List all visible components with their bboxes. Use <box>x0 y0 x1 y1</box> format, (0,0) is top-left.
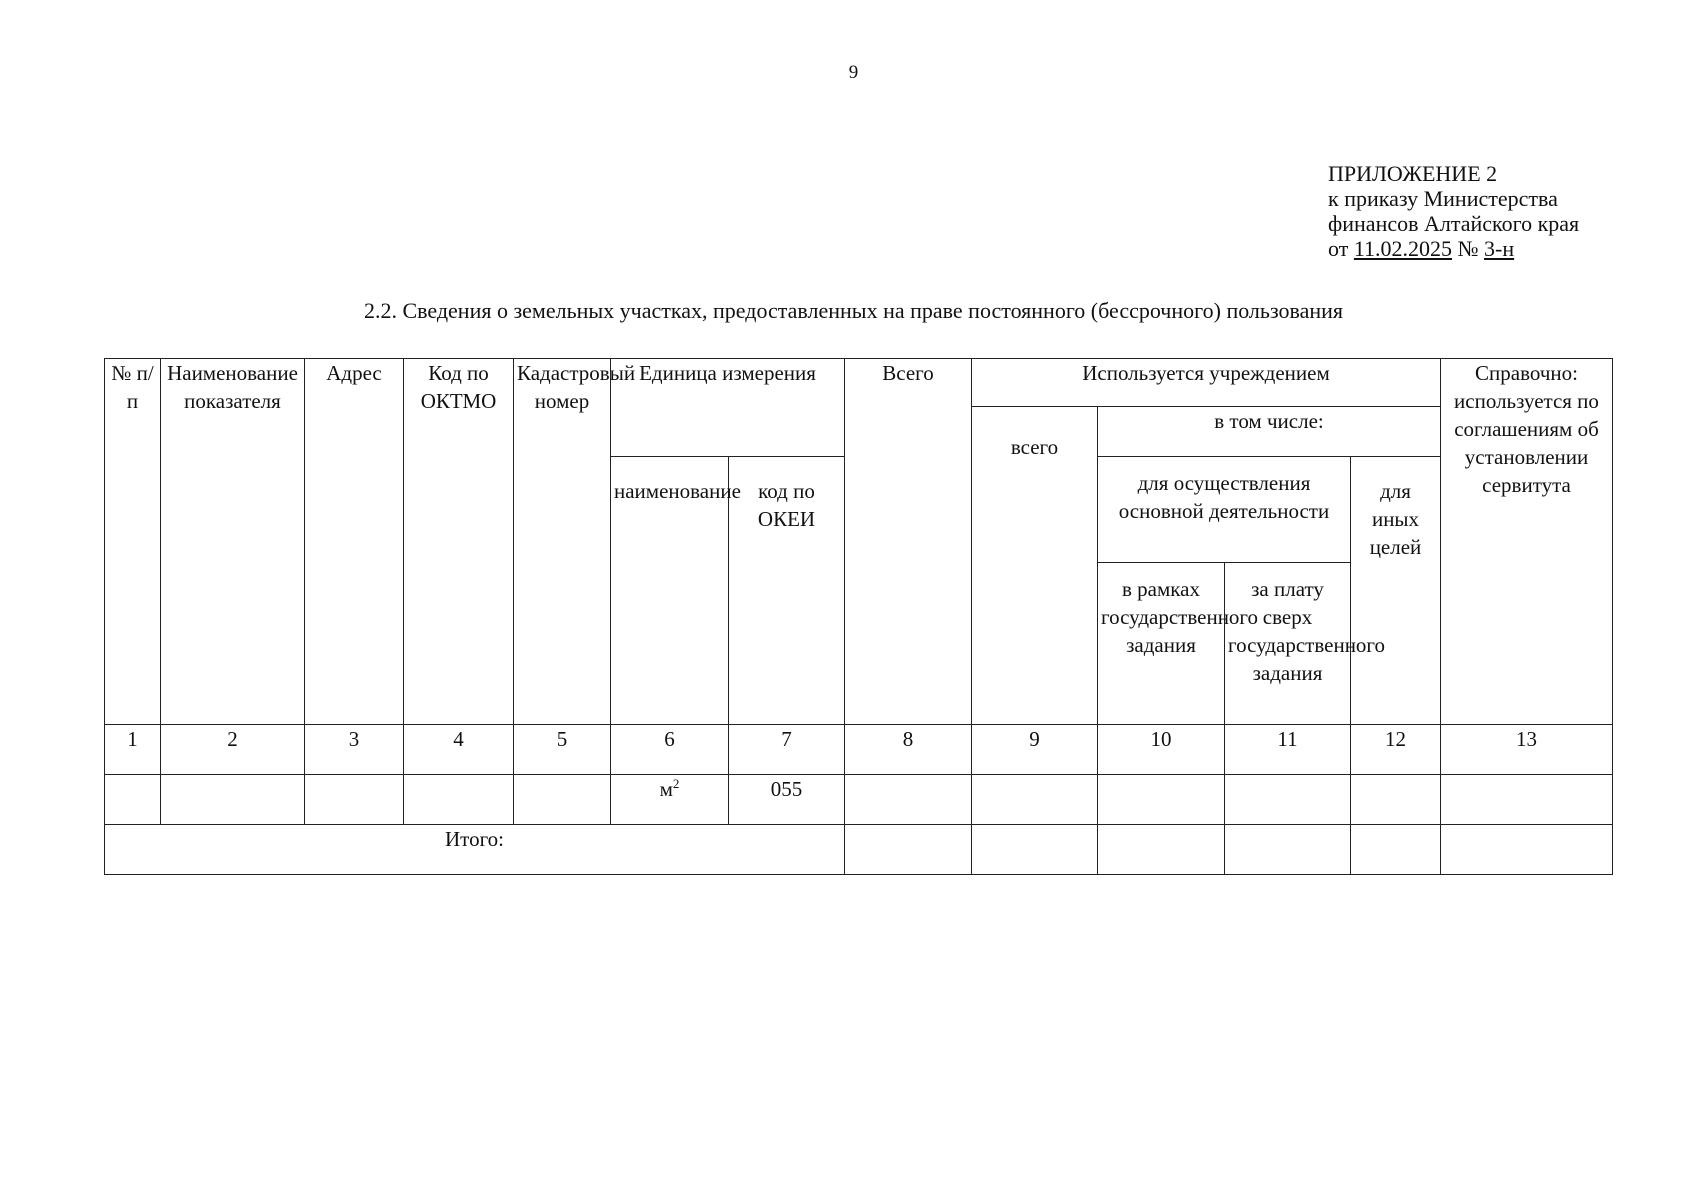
column-number-cell: 3 <box>305 725 404 775</box>
column-numbers-row <box>105 725 1613 775</box>
unit-name-cell <box>611 775 729 825</box>
column-number-cell: 4 <box>404 725 514 775</box>
okei-code-cell: 055 <box>729 775 845 825</box>
total-row <box>105 825 1613 875</box>
column-number-cell: 10 <box>1098 725 1225 775</box>
column-number-cell: 13 <box>1441 725 1613 775</box>
table-cell <box>161 775 305 825</box>
header-address: Адрес <box>305 359 404 725</box>
header-row-1 <box>105 359 1613 407</box>
page-number: 9 <box>848 62 859 83</box>
total-label: Итого: <box>105 825 845 875</box>
unit-name-superscript: 2 <box>672 776 680 791</box>
appendix-date-line <box>1328 236 1579 261</box>
land-plots-table <box>104 358 1613 875</box>
table-cell <box>1441 775 1613 825</box>
table-cell <box>972 775 1098 825</box>
appendix-date-prefix: от <box>1328 236 1349 261</box>
total-cell <box>1225 825 1351 875</box>
column-number-cell: 8 <box>845 725 972 775</box>
column-number-cell: 9 <box>972 725 1098 775</box>
header-main-activity: для осуществления основной деятельности <box>1098 457 1351 563</box>
total-cell <box>972 825 1098 875</box>
header-oktmo-code: Код по ОКТМО <box>404 359 514 725</box>
table-cell <box>1225 775 1351 825</box>
total-cell <box>1441 825 1613 875</box>
table-cell <box>105 775 161 825</box>
header-other-purposes: для иных целей <box>1351 457 1441 725</box>
total-cell <box>845 825 972 875</box>
header-including: в том числе: <box>1098 407 1441 457</box>
appendix-block <box>1328 161 1579 261</box>
header-unit-name: наименование <box>611 457 729 725</box>
table-cell <box>1351 775 1441 825</box>
column-number-cell: 6 <box>611 725 729 775</box>
column-number-cell: 7 <box>729 725 845 775</box>
appendix-number: 3-н <box>1484 236 1515 261</box>
column-number-cell: 5 <box>514 725 611 775</box>
header-used-total: всего <box>972 407 1098 725</box>
header-state-task: в рамках государственного задания <box>1098 563 1225 725</box>
column-number-cell: 12 <box>1351 725 1441 775</box>
appendix-line-order: к приказу Министерства <box>1328 186 1558 211</box>
total-cell <box>1098 825 1225 875</box>
header-okei-code: код по ОКЕИ <box>729 457 845 725</box>
table-cell <box>1098 775 1225 825</box>
unit-name-value: м <box>659 777 673 801</box>
column-number-cell: 1 <box>105 725 161 775</box>
column-number-cell: 11 <box>1225 725 1351 775</box>
section-title: 2.2. Сведения о земельных участках, предоставленных на праве постоянного (бессрочного) пользования <box>363 298 1344 323</box>
header-total: Всего <box>845 359 972 725</box>
header-number: № п/п <box>105 359 161 725</box>
total-cell <box>1351 825 1441 875</box>
column-number-cell: 2 <box>161 725 305 775</box>
table-cell <box>305 775 404 825</box>
table-cell <box>845 775 972 825</box>
table-cell <box>404 775 514 825</box>
header-unit-group: Единица измерения <box>611 359 845 457</box>
header-used-group: Используется учреждением <box>972 359 1441 407</box>
header-reference-servitude: Справочно: используется по соглашениям об установлении сервитута <box>1441 359 1613 725</box>
appendix-title: ПРИЛОЖЕНИЕ 2 <box>1328 161 1498 186</box>
table-cell <box>514 775 611 825</box>
appendix-line-ministry: финансов Алтайского края <box>1328 211 1580 236</box>
header-cadastral-number: Кадастровый номер <box>514 359 611 725</box>
appendix-date: 11.02.2025 <box>1353 236 1453 261</box>
header-indicator-name: Наименование показателя <box>161 359 305 725</box>
table-row <box>105 775 1613 825</box>
header-paid-over-state-task: за плату сверх государственного задания <box>1225 563 1351 725</box>
appendix-number-sign: № <box>1457 236 1479 261</box>
